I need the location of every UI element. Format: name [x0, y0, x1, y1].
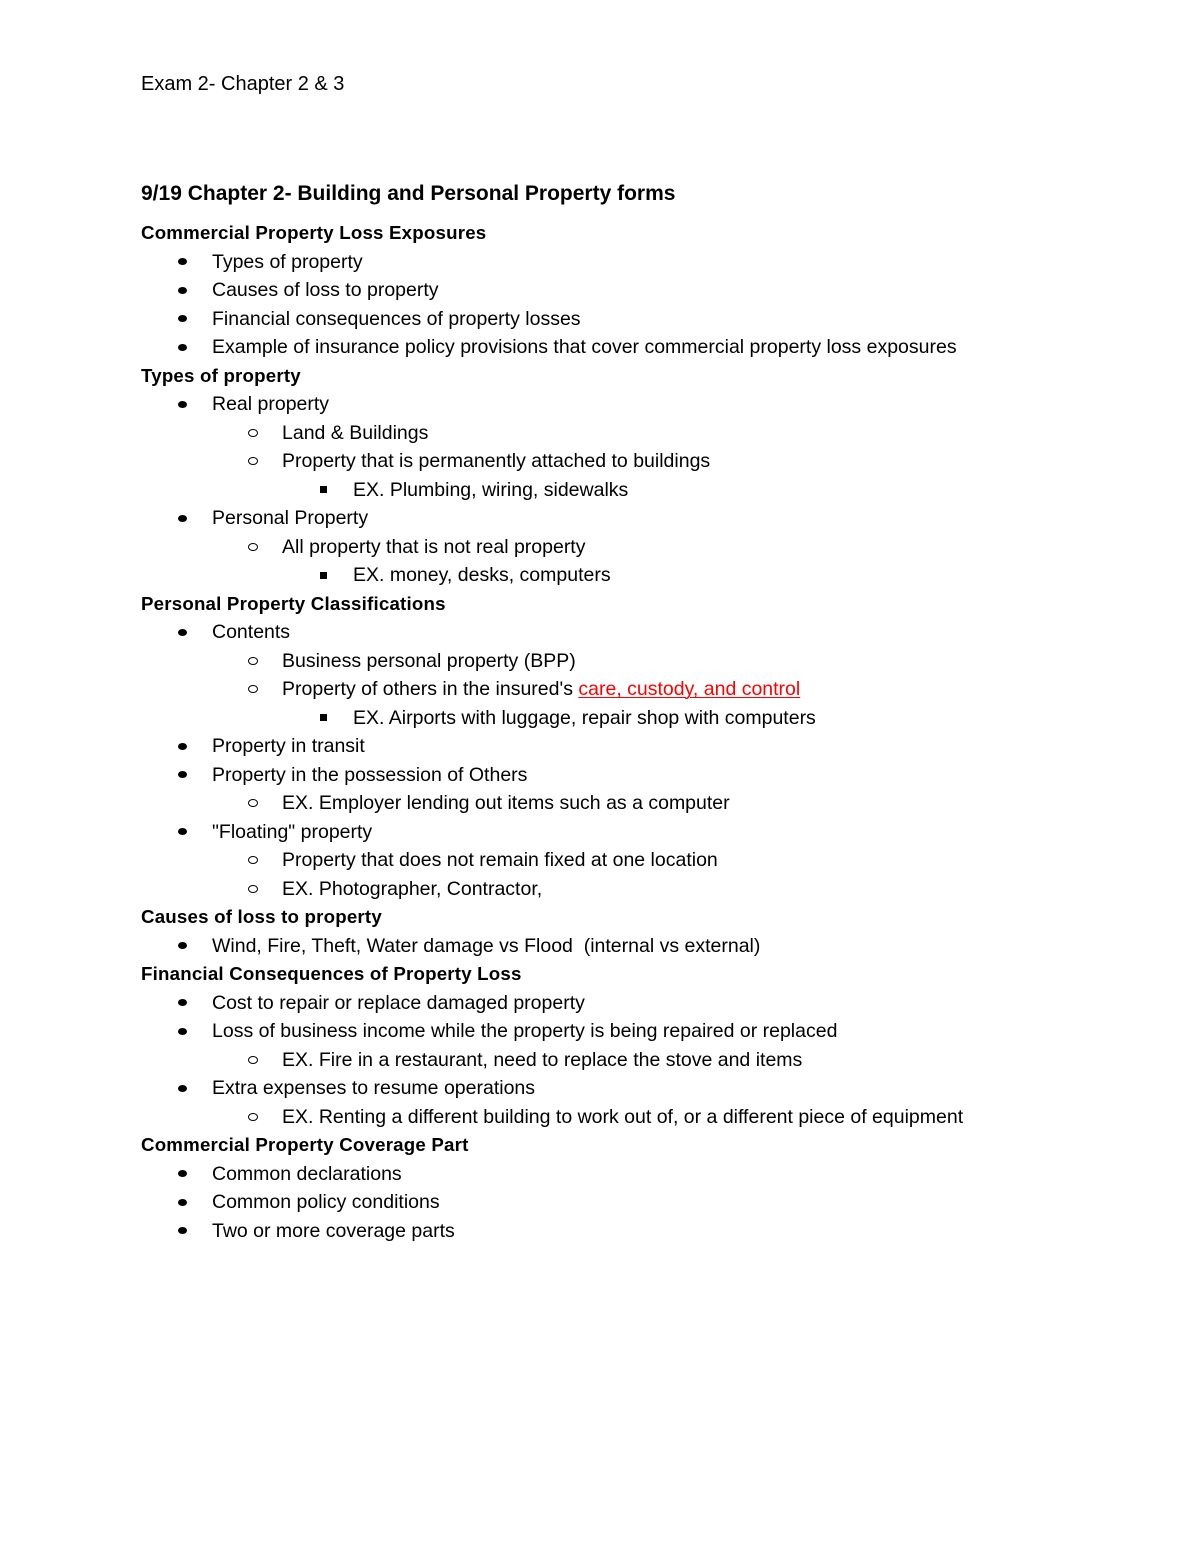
- bullet-icon: [175, 1188, 189, 1217]
- bullet-icon: [175, 248, 189, 277]
- list-item: [141, 1103, 1141, 1132]
- list-item-text: EX. money, desks, computers: [353, 564, 611, 586]
- list-item: [141, 789, 1141, 818]
- list-item: [141, 390, 1141, 419]
- list-item-text: Wind, Fire, Theft, Water damage vs Flood (internal vs external): [212, 934, 761, 957]
- list-item-text: Financial consequences of property losses: [212, 307, 581, 330]
- list-item-text: Cost to repair or replace damaged property: [212, 991, 585, 1014]
- list-item: [141, 761, 1141, 790]
- square-bullet-icon: [316, 704, 330, 733]
- list-item: [141, 875, 1141, 904]
- hollow-bullet-icon: [246, 846, 260, 875]
- list-item: [141, 732, 1141, 761]
- bullet-icon: [175, 732, 189, 761]
- list-item-text: EX. Fire in a restaurant, need to replace the stove and items: [282, 1048, 803, 1071]
- list-item: [141, 504, 1141, 533]
- hollow-bullet-icon: [246, 789, 260, 818]
- bullet-icon: [175, 989, 189, 1018]
- list-item-text: Property in the possession of Others: [212, 763, 528, 786]
- list-item-text: All property that is not real property: [282, 535, 586, 558]
- bullet-icon: [175, 276, 189, 305]
- hollow-bullet-icon: [246, 1103, 260, 1132]
- square-bullet-icon: [316, 476, 330, 505]
- list-item: [141, 818, 1141, 847]
- list-item: [141, 675, 1141, 704]
- section-title: Commercial Property Loss Exposures: [141, 222, 487, 243]
- list-item-text: Two or more coverage parts: [212, 1219, 455, 1242]
- list-item: [141, 561, 1141, 590]
- list-item-text: "Floating" property: [212, 820, 373, 843]
- list-item-text: Real property: [212, 393, 330, 415]
- list-item-text: Contents: [212, 621, 291, 643]
- bullet-icon: [175, 1074, 189, 1103]
- section-title: Causes of loss to property: [141, 906, 382, 927]
- bullet-icon: [175, 390, 189, 419]
- list-item: [141, 248, 1141, 277]
- section-title: Commercial Property Coverage Part: [141, 1134, 469, 1155]
- section-title: Personal Property Classifications: [141, 592, 446, 614]
- hollow-bullet-icon: [246, 533, 260, 562]
- section-title: Types of property: [141, 364, 301, 386]
- list-item: [141, 1046, 1141, 1075]
- list-item: [141, 333, 1141, 362]
- list-item: [141, 1188, 1141, 1217]
- list-item: [141, 1017, 1141, 1046]
- list-item: [141, 647, 1141, 676]
- list-item: [141, 305, 1141, 334]
- hollow-bullet-icon: [246, 447, 260, 476]
- list-item-text: Example of insurance policy provisions that cover commercial property loss exposures: [212, 336, 957, 358]
- hollow-bullet-icon: [246, 875, 260, 904]
- list-item-text: EX. Plumbing, wiring, sidewalks: [353, 478, 629, 501]
- list-item: [141, 1217, 1141, 1246]
- chapter-heading: 9/19 Chapter 2- Building and Personal Property forms: [141, 182, 676, 205]
- list-item-text: Property of others in the insured's: [282, 678, 579, 700]
- list-item: [141, 276, 1141, 305]
- list-item: [141, 476, 1141, 505]
- bullet-icon: [175, 1160, 189, 1189]
- list-item: [141, 989, 1141, 1018]
- square-bullet-icon: [316, 561, 330, 590]
- hollow-bullet-icon: [246, 647, 260, 676]
- hollow-bullet-icon: [246, 675, 260, 704]
- list-item: [141, 533, 1141, 562]
- list-item-text: EX. Renting a different building to work out of, or a different piece of equipment: [282, 1105, 964, 1128]
- list-item: [141, 419, 1141, 448]
- bullet-icon: [175, 333, 189, 362]
- bullet-icon: [175, 818, 189, 847]
- list-item-text: Property that does not remain fixed at one location: [282, 849, 718, 871]
- list-item-text: Personal Property: [212, 507, 369, 529]
- list-item-text: EX. Airports with luggage, repair shop with computers: [353, 706, 816, 729]
- list-item-text: Types of property: [212, 250, 363, 273]
- care-custody-control-link[interactable]: care, custody, and control: [578, 678, 801, 700]
- list-item-text: EX. Employer lending out items such as a computer: [282, 792, 730, 814]
- list-item-text: Property that is permanently attached to buildings: [282, 450, 711, 472]
- bullet-icon: [175, 932, 189, 961]
- bullet-icon: [175, 305, 189, 334]
- bullet-icon: [175, 1217, 189, 1246]
- bullet-icon: [175, 504, 189, 533]
- list-item: [141, 447, 1141, 476]
- bullet-icon: [175, 1017, 189, 1046]
- list-item-text: Business personal property (BPP): [282, 649, 576, 672]
- list-item-text: Causes of loss to property: [212, 279, 439, 301]
- list-item: [141, 932, 1141, 961]
- list-item: [141, 1160, 1141, 1189]
- notes-body: [141, 219, 1141, 1245]
- list-item: [141, 846, 1141, 875]
- list-item-text: Common policy conditions: [212, 1191, 440, 1213]
- list-item-text: Common declarations: [212, 1162, 402, 1185]
- list-item-text: Loss of business income while the property is being repaired or replaced: [212, 1020, 838, 1042]
- bullet-icon: [175, 761, 189, 790]
- list-item-text: Extra expenses to resume operations: [212, 1077, 536, 1099]
- list-item: [141, 704, 1141, 733]
- list-item-text: Land & Buildings: [282, 421, 429, 444]
- list-item: [141, 1074, 1141, 1103]
- hollow-bullet-icon: [246, 419, 260, 448]
- section-title: Financial Consequences of Property Loss: [141, 963, 522, 984]
- list-item-text: Property in transit: [212, 735, 365, 757]
- bullet-icon: [175, 618, 189, 647]
- list-item: [141, 618, 1141, 647]
- document-title: Exam 2- Chapter 2 & 3: [141, 73, 345, 95]
- hollow-bullet-icon: [246, 1046, 260, 1075]
- list-item-text: EX. Photographer, Contractor,: [282, 877, 543, 900]
